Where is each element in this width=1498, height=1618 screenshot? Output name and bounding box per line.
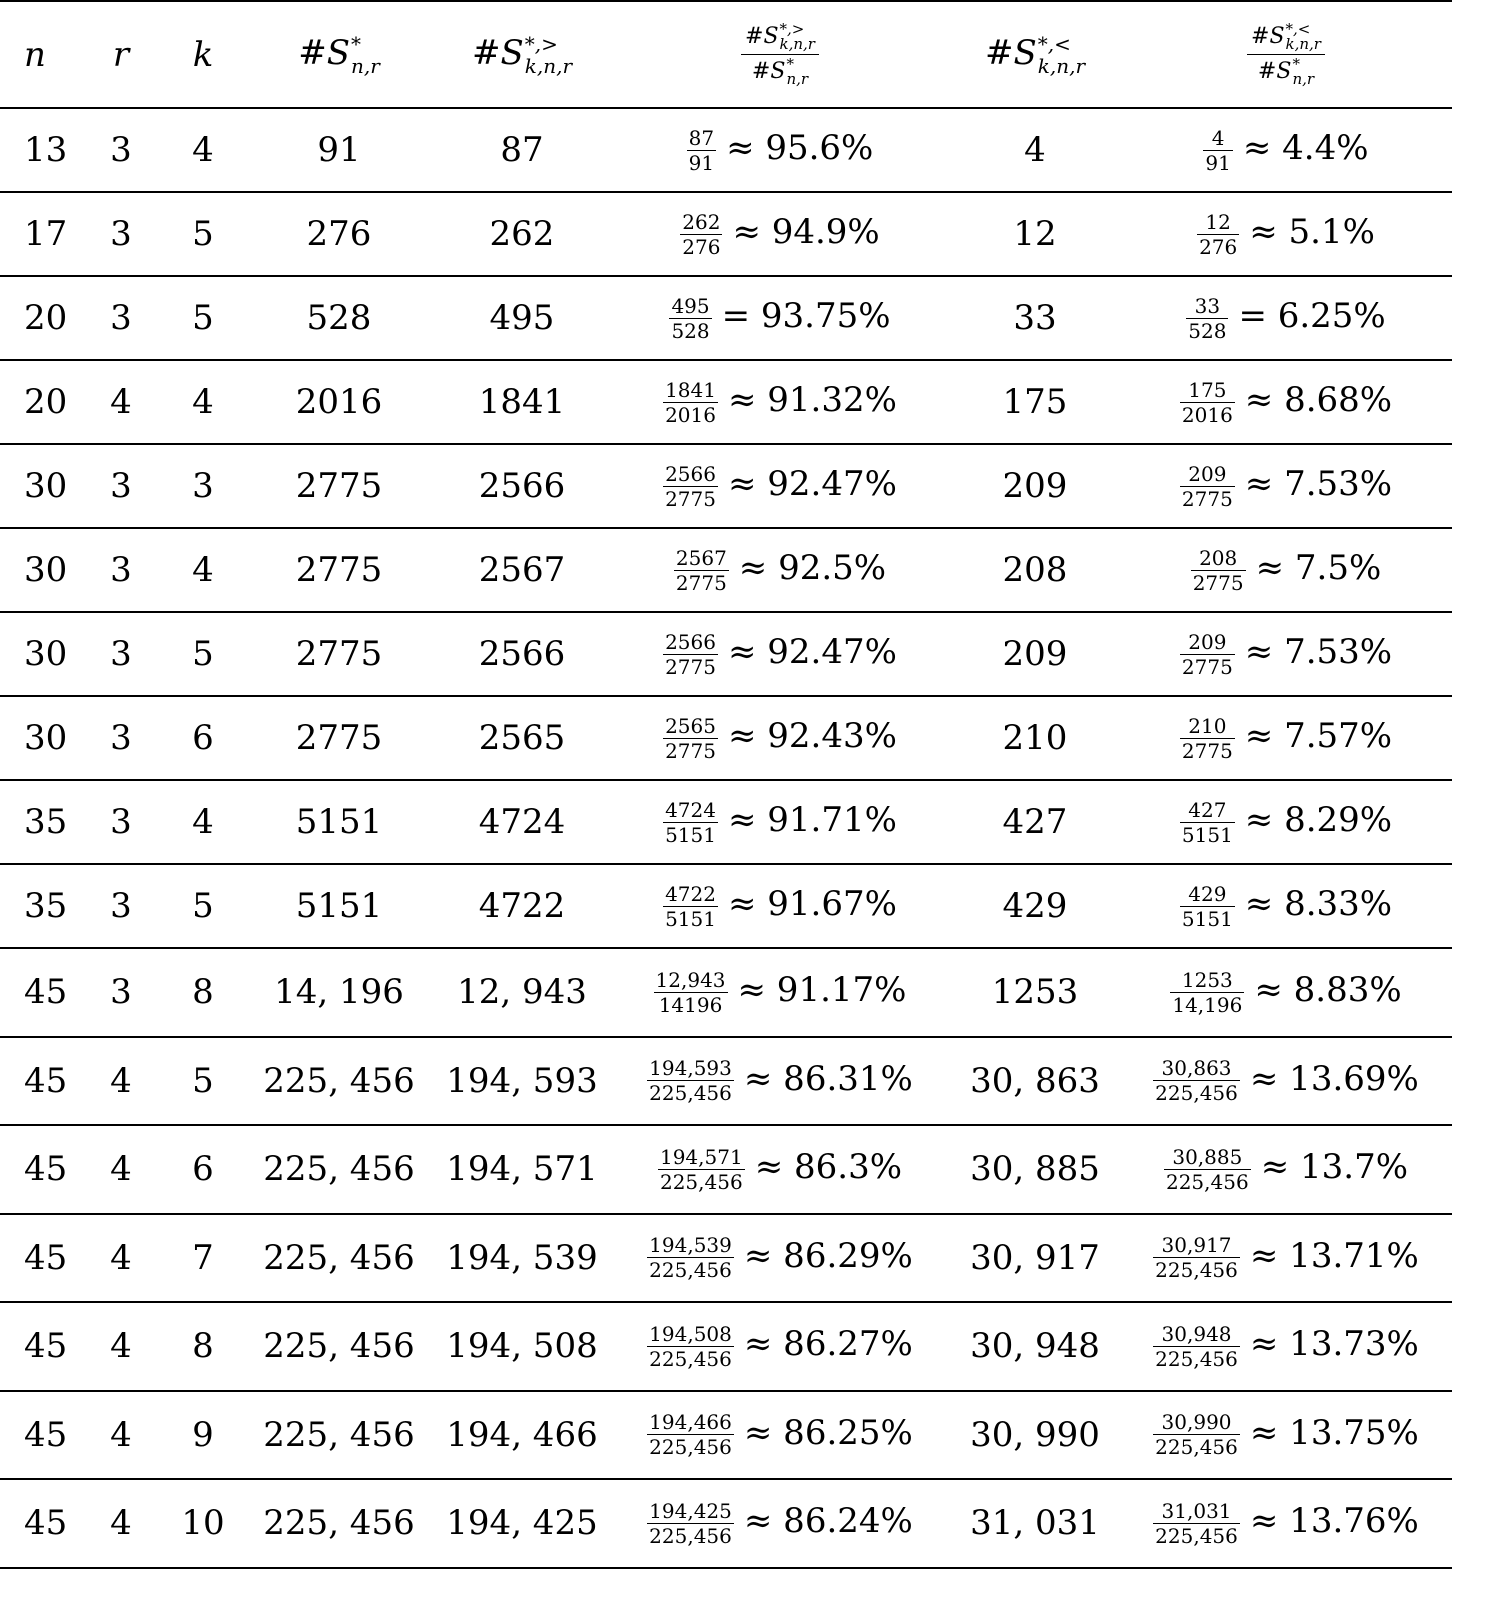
cell-less: 30, 917: [970, 1237, 1100, 1278]
cell-r: 3: [110, 298, 132, 338]
fraction-numerator: 33: [1186, 295, 1228, 319]
cell-r: 3: [110, 972, 132, 1013]
less-fraction: [1191, 547, 1246, 594]
ratio-percent: ≈ 4.4%: [1242, 128, 1369, 168]
cell-less-ratio: [1120, 108, 1452, 192]
fraction-denominator: 528: [1188, 318, 1227, 343]
fraction-denominator: 225,456: [649, 1523, 732, 1548]
cell-r: 3: [110, 214, 132, 254]
cell-n: 45: [24, 1060, 68, 1101]
cell-greater-ratio: [610, 108, 950, 192]
less-fraction: [1180, 715, 1235, 762]
cell-less: 175: [1002, 382, 1068, 422]
cell-k: 5: [192, 298, 214, 338]
ratio-percent: ≈ 91.71%: [727, 800, 897, 840]
fraction-numerator: 194,466: [649, 1410, 732, 1435]
cell-n: 45: [24, 1149, 68, 1190]
cell-total: 225, 456: [263, 1414, 415, 1455]
cell-less-ratio: [1120, 444, 1452, 528]
cell-greater: 87: [500, 130, 544, 170]
ratio-percent: ≈ 91.32%: [727, 380, 897, 420]
cell-less-ratio: [1120, 528, 1452, 612]
fraction-denominator: 2775: [665, 486, 716, 511]
ratio-percent: ≈ 86.31%: [743, 1058, 913, 1099]
fraction-denominator: 2775: [665, 738, 716, 763]
cell-greater: 12, 943: [457, 972, 587, 1013]
cell-n: 35: [24, 886, 68, 926]
ratio-percent: ≈ 8.29%: [1244, 800, 1393, 840]
fraction-denominator: 225,456: [649, 1435, 732, 1460]
cell-r: 3: [110, 466, 132, 506]
fraction-numerator: 12: [1197, 211, 1239, 235]
header-n: n: [24, 34, 46, 75]
table-row: [0, 864, 1452, 948]
cell-greater: 2565: [478, 718, 566, 758]
cell-total: 225, 456: [263, 1503, 415, 1544]
fraction-denominator: 2775: [1181, 486, 1233, 511]
cell-less-ratio: [1120, 1037, 1452, 1126]
cell-greater-ratio: [610, 1302, 950, 1391]
fraction-denominator: 91: [1205, 150, 1231, 175]
fraction-numerator: 209: [1180, 631, 1235, 655]
greater-fraction: [647, 1057, 734, 1104]
cell-n: 45: [24, 1414, 68, 1455]
cell-less: 4: [1024, 130, 1046, 170]
greater-fraction: [663, 463, 718, 510]
ratio-percent: ≈ 92.47%: [727, 464, 897, 504]
cell-r: 4: [110, 1414, 132, 1455]
cell-k: 5: [192, 214, 214, 254]
cell-k: 4: [192, 130, 214, 170]
cell-total: 225, 456: [263, 1060, 415, 1101]
greater-fraction: [654, 969, 728, 1016]
cell-r: 3: [110, 130, 132, 170]
cell-greater: 262: [489, 214, 555, 254]
fraction-numerator: 30,990: [1153, 1411, 1240, 1435]
less-fraction: [1153, 1411, 1240, 1458]
cell-less: 1253: [991, 972, 1079, 1013]
fraction-denominator: 225,456: [659, 1169, 743, 1194]
cell-less: 31, 031: [970, 1503, 1100, 1544]
fraction-denominator: 276: [1199, 234, 1238, 259]
cell-k: 5: [192, 886, 214, 926]
fraction-numerator: 4724: [665, 797, 716, 822]
fraction-numerator: 1253: [1170, 969, 1244, 993]
cell-greater: 2566: [478, 466, 566, 506]
ratio-percent: ≈ 13.76%: [1249, 1501, 1419, 1542]
fraction-denominator: 2016: [665, 402, 716, 427]
fraction-denominator: 528: [671, 318, 710, 343]
greater-fraction: [663, 883, 718, 930]
ratio-percent: ≈ 7.53%: [1244, 632, 1393, 672]
header-less: #S *,< k,n,r: [984, 31, 1086, 78]
fraction-denominator: 2775: [1181, 654, 1233, 679]
fraction-denominator: 91: [688, 150, 715, 175]
fraction-denominator: 5151: [665, 906, 716, 931]
fraction-numerator: 194,593: [649, 1056, 732, 1081]
fraction-denominator: 2775: [1192, 570, 1244, 595]
cell-less-ratio: [1120, 192, 1452, 276]
cell-n: 45: [24, 972, 68, 1013]
cell-less: 208: [1002, 550, 1068, 590]
header-r: r: [112, 34, 130, 75]
cell-r: 4: [110, 1503, 132, 1544]
ratio-percent: ≈ 95.6%: [726, 128, 874, 168]
cell-less: 429: [1002, 886, 1068, 926]
greater-fraction: [663, 715, 718, 762]
cell-greater-ratio: [610, 780, 950, 864]
cell-less-ratio: [1120, 780, 1452, 864]
greater-fraction: [647, 1500, 734, 1547]
cell-total: 2775: [295, 466, 383, 506]
fraction-denominator: 225,456: [1155, 1435, 1238, 1460]
table-row: [0, 1391, 1452, 1480]
cell-n: 45: [24, 1326, 68, 1367]
table-row: [0, 360, 1452, 444]
table-row: [0, 948, 1452, 1037]
cell-k: 9: [192, 1414, 214, 1455]
cell-r: 3: [110, 718, 132, 758]
fraction-denominator: 5151: [1181, 906, 1233, 931]
greater-fraction: [647, 1234, 734, 1281]
fraction-numerator: 4: [1203, 127, 1232, 151]
cell-n: 35: [24, 802, 68, 842]
fraction-denominator: 2775: [675, 570, 727, 595]
ratio-percent: = 6.25%: [1238, 296, 1386, 336]
fraction-numerator: 175: [1180, 379, 1235, 403]
fraction-numerator: 194,508: [649, 1321, 732, 1346]
less-fraction: [1153, 1500, 1240, 1547]
ratio-percent: ≈ 7.57%: [1244, 716, 1393, 756]
less-fraction: [1180, 463, 1235, 510]
ratio-percent: ≈ 91.67%: [727, 884, 897, 924]
table-row: [0, 1479, 1452, 1568]
cell-total: 91: [317, 130, 361, 170]
ratio-percent: ≈ 13.75%: [1249, 1412, 1419, 1453]
ratio-percent: = 93.75%: [721, 296, 891, 336]
greater-fraction: [674, 547, 729, 594]
header-total: #S * n,r: [298, 31, 380, 78]
fraction-denominator: 225,456: [649, 1346, 732, 1371]
cell-total: 2775: [295, 550, 383, 590]
cell-k: 3: [192, 466, 214, 506]
table-row: [0, 780, 1452, 864]
greater-fraction: [663, 379, 718, 426]
less-fraction: [1170, 969, 1244, 1016]
cell-greater: 194, 466: [446, 1414, 598, 1455]
ratio-percent: ≈ 86.24%: [743, 1501, 913, 1542]
ratio-percent: ≈ 5.1%: [1249, 212, 1375, 252]
fraction-denominator: 225,456: [649, 1258, 732, 1283]
cell-less: 30, 990: [970, 1414, 1100, 1455]
table-row: [0, 528, 1452, 612]
cell-greater-ratio: [610, 528, 950, 612]
cell-k: 8: [192, 1326, 214, 1367]
fraction-denominator: 225,456: [1155, 1081, 1238, 1106]
table-body: [0, 108, 1452, 1568]
cell-k: 6: [192, 1149, 214, 1190]
cell-k: 4: [192, 550, 214, 590]
cell-total: 5151: [295, 886, 383, 926]
cell-n: 13: [24, 130, 68, 170]
cell-r: 3: [110, 550, 132, 590]
fraction-denominator: 5151: [665, 822, 716, 847]
table-row: [0, 1037, 1452, 1126]
cell-greater: 194, 508: [446, 1326, 598, 1367]
ratio-percent: ≈ 8.68%: [1244, 380, 1393, 420]
cell-n: 30: [24, 466, 68, 506]
ratio-percent: ≈ 13.73%: [1249, 1324, 1419, 1365]
cell-total: 225, 456: [263, 1326, 415, 1367]
cell-less-ratio: [1120, 1125, 1452, 1214]
ratio-percent: ≈ 13.7%: [1260, 1147, 1409, 1188]
header-k: k: [192, 34, 214, 75]
less-fraction: [1164, 1146, 1251, 1193]
cell-greater-ratio: [610, 1125, 950, 1214]
cell-n: 30: [24, 718, 68, 758]
cell-greater-ratio: [610, 948, 950, 1037]
fraction-denominator: 2775: [1181, 738, 1233, 763]
table-row: [0, 612, 1452, 696]
fraction-denominator: 225,456: [649, 1081, 732, 1106]
ratio-percent: ≈ 86.29%: [743, 1235, 913, 1276]
cell-less-ratio: [1120, 1479, 1452, 1568]
table-row: [0, 1125, 1452, 1214]
greater-fraction: [647, 1323, 734, 1370]
less-fraction: [1186, 295, 1228, 342]
fraction-numerator: 194,571: [659, 1144, 743, 1169]
less-fraction: [1153, 1323, 1240, 1370]
cell-less-ratio: [1120, 864, 1452, 948]
ratio-percent: ≈ 91.17%: [737, 970, 907, 1011]
cell-k: 4: [192, 382, 214, 422]
cell-n: 45: [24, 1503, 68, 1544]
header-greater-ratio: #S *,> k,n,r #S * n,r: [610, 1, 950, 108]
fraction-numerator: 4722: [665, 881, 716, 906]
ratio-percent: ≈ 13.71%: [1249, 1235, 1419, 1276]
cell-less: 30, 948: [970, 1326, 1100, 1367]
fraction-denominator: 225,456: [1165, 1169, 1249, 1194]
cell-total: 5151: [295, 802, 383, 842]
fraction-numerator: 2566: [665, 461, 716, 486]
table-row: [0, 108, 1452, 192]
cell-r: 4: [110, 1149, 132, 1190]
cell-greater-ratio: [610, 360, 950, 444]
fraction-denominator: 2775: [665, 654, 716, 679]
fraction-denominator: 2016: [1181, 402, 1233, 427]
cell-total: 14, 196: [274, 972, 404, 1013]
cell-less: 33: [1013, 298, 1057, 338]
cell-r: 4: [110, 1237, 132, 1278]
fraction-numerator: 30,948: [1153, 1323, 1240, 1347]
header-row: [0, 1, 1452, 108]
ratio-percent: ≈ 8.33%: [1244, 884, 1393, 924]
fraction-numerator: 2566: [665, 629, 716, 654]
cell-total: 2775: [295, 718, 383, 758]
greater-fraction: [647, 1411, 734, 1458]
ratio-percent: ≈ 86.25%: [743, 1412, 913, 1453]
cell-total: 276: [306, 214, 372, 254]
cell-less-ratio: [1120, 1391, 1452, 1480]
cell-k: 7: [192, 1237, 214, 1278]
cell-greater: 4722: [478, 886, 566, 926]
cell-k: 8: [192, 972, 214, 1013]
cell-total: 2016: [295, 382, 383, 422]
cell-total: 225, 456: [263, 1149, 415, 1190]
cell-k: 5: [192, 634, 214, 674]
cell-less: 427: [1002, 802, 1068, 842]
cell-r: 3: [110, 886, 132, 926]
fraction-numerator: 208: [1191, 547, 1246, 571]
cell-n: 30: [24, 550, 68, 590]
fraction-denominator: 225,456: [1155, 1346, 1238, 1371]
table-row: [0, 696, 1452, 780]
cell-greater: 1841: [478, 382, 566, 422]
less-fraction: [1180, 631, 1235, 678]
cell-greater-ratio: [610, 1037, 950, 1126]
fraction-numerator: 2565: [665, 713, 716, 738]
cell-greater-ratio: [610, 864, 950, 948]
fraction-numerator: 1841: [665, 377, 716, 402]
table-row: [0, 192, 1452, 276]
cell-greater-ratio: [610, 1214, 950, 1303]
cell-k: 6: [192, 718, 214, 758]
fraction-numerator: 262: [682, 209, 721, 234]
less-fraction: [1203, 127, 1232, 174]
fraction-numerator: 31,031: [1153, 1500, 1240, 1524]
table-row: [0, 444, 1452, 528]
cell-k: 10: [181, 1503, 225, 1544]
less-fraction: [1180, 379, 1235, 426]
less-fraction: [1180, 883, 1235, 930]
ratio-percent: ≈ 7.53%: [1244, 464, 1393, 504]
fraction-numerator: 12,943: [655, 967, 726, 992]
less-fraction: [1153, 1234, 1240, 1281]
cell-less-ratio: [1120, 276, 1452, 360]
greater-fraction: [658, 1146, 745, 1193]
fraction-numerator: 2567: [675, 545, 727, 570]
cell-less: 210: [1002, 718, 1068, 758]
greater-fraction: [669, 295, 711, 342]
cell-less: 30, 863: [970, 1060, 1100, 1101]
table-row: [0, 1302, 1452, 1391]
cell-less-ratio: [1120, 612, 1452, 696]
fraction-denominator: 5151: [1181, 822, 1233, 847]
ratio-percent: ≈ 94.9%: [732, 212, 880, 252]
cell-less-ratio: [1120, 948, 1452, 1037]
cell-n: 20: [24, 298, 68, 338]
cell-greater-ratio: [610, 444, 950, 528]
table-row: [0, 1214, 1452, 1303]
fraction-numerator: 429: [1180, 883, 1235, 907]
fraction-denominator: 14196: [658, 992, 723, 1017]
cell-greater: 194, 425: [446, 1503, 598, 1544]
cell-r: 3: [110, 802, 132, 842]
fraction-numerator: 30,917: [1153, 1234, 1240, 1258]
fraction-numerator: 30,885: [1164, 1146, 1251, 1170]
cell-greater: 194, 571: [446, 1149, 598, 1190]
ratio-percent: ≈ 13.69%: [1249, 1058, 1419, 1099]
fraction-numerator: 210: [1180, 715, 1235, 739]
fraction-denominator: 276: [682, 234, 721, 259]
cell-n: 20: [24, 382, 68, 422]
fraction-numerator: 495: [671, 293, 710, 318]
greater-fraction: [680, 211, 722, 258]
fraction-numerator: 87: [688, 125, 715, 150]
less-fraction: [1153, 1057, 1240, 1104]
greater-fraction: [687, 127, 716, 174]
cell-k: 5: [192, 1060, 214, 1101]
ratio-percent: ≈ 92.43%: [727, 716, 897, 756]
cell-greater: 194, 539: [446, 1237, 598, 1278]
greater-fraction: [663, 799, 718, 846]
cell-less-ratio: [1120, 360, 1452, 444]
cell-greater: 495: [489, 298, 555, 338]
fraction-denominator: 225,456: [1155, 1258, 1238, 1283]
fraction-numerator: 30,863: [1153, 1057, 1240, 1081]
cell-less: 209: [1002, 466, 1068, 506]
ratio-percent: ≈ 86.3%: [754, 1147, 903, 1188]
fraction-denominator: 14,196: [1172, 992, 1243, 1017]
cell-greater-ratio: [610, 192, 950, 276]
cell-less: 12: [1013, 214, 1057, 254]
ratio-percent: ≈ 92.5%: [738, 548, 887, 588]
cell-r: 3: [110, 634, 132, 674]
cell-greater-ratio: [610, 696, 950, 780]
cell-greater: 2567: [478, 550, 566, 590]
cell-less: 30, 885: [970, 1149, 1100, 1190]
ratio-percent: ≈ 86.27%: [743, 1324, 913, 1365]
cell-greater-ratio: [610, 1479, 950, 1568]
cell-n: 30: [24, 634, 68, 674]
cell-r: 4: [110, 1326, 132, 1367]
cell-n: 17: [24, 214, 68, 254]
ratio-percent: ≈ 8.83%: [1254, 970, 1402, 1011]
less-fraction: [1180, 799, 1235, 846]
fraction-numerator: 427: [1180, 799, 1235, 823]
less-fraction: [1197, 211, 1239, 258]
cell-n: 45: [24, 1237, 68, 1278]
cell-greater-ratio: [610, 276, 950, 360]
cell-k: 4: [192, 802, 214, 842]
cell-less-ratio: [1120, 1214, 1452, 1303]
cell-less-ratio: [1120, 1302, 1452, 1391]
header-greater: #S *,> k,n,r: [471, 31, 573, 78]
cell-r: 4: [110, 1060, 132, 1101]
cell-less-ratio: [1120, 696, 1452, 780]
cell-greater-ratio: [610, 612, 950, 696]
cell-greater-ratio: [610, 1391, 950, 1480]
cell-greater: 2566: [478, 634, 566, 674]
header-less-ratio: #S *,< k,n,r #S * n,r: [1120, 1, 1452, 108]
fraction-denominator: 225,456: [1155, 1523, 1238, 1548]
fraction-numerator: 194,539: [649, 1233, 732, 1258]
cell-less: 209: [1002, 634, 1068, 674]
cell-greater: 194, 593: [446, 1060, 598, 1101]
fraction-numerator: 209: [1180, 463, 1235, 487]
cell-greater: 4724: [478, 802, 566, 842]
ratio-percent: ≈ 92.47%: [727, 632, 897, 672]
ratio-percent: ≈ 7.5%: [1255, 548, 1382, 588]
cell-total: 528: [306, 298, 372, 338]
cell-total: 2775: [295, 634, 383, 674]
fraction-numerator: 194,425: [649, 1498, 732, 1523]
table-row: [0, 276, 1452, 360]
cell-r: 4: [110, 382, 132, 422]
greater-fraction: [663, 631, 718, 678]
cell-total: 225, 456: [263, 1237, 415, 1278]
